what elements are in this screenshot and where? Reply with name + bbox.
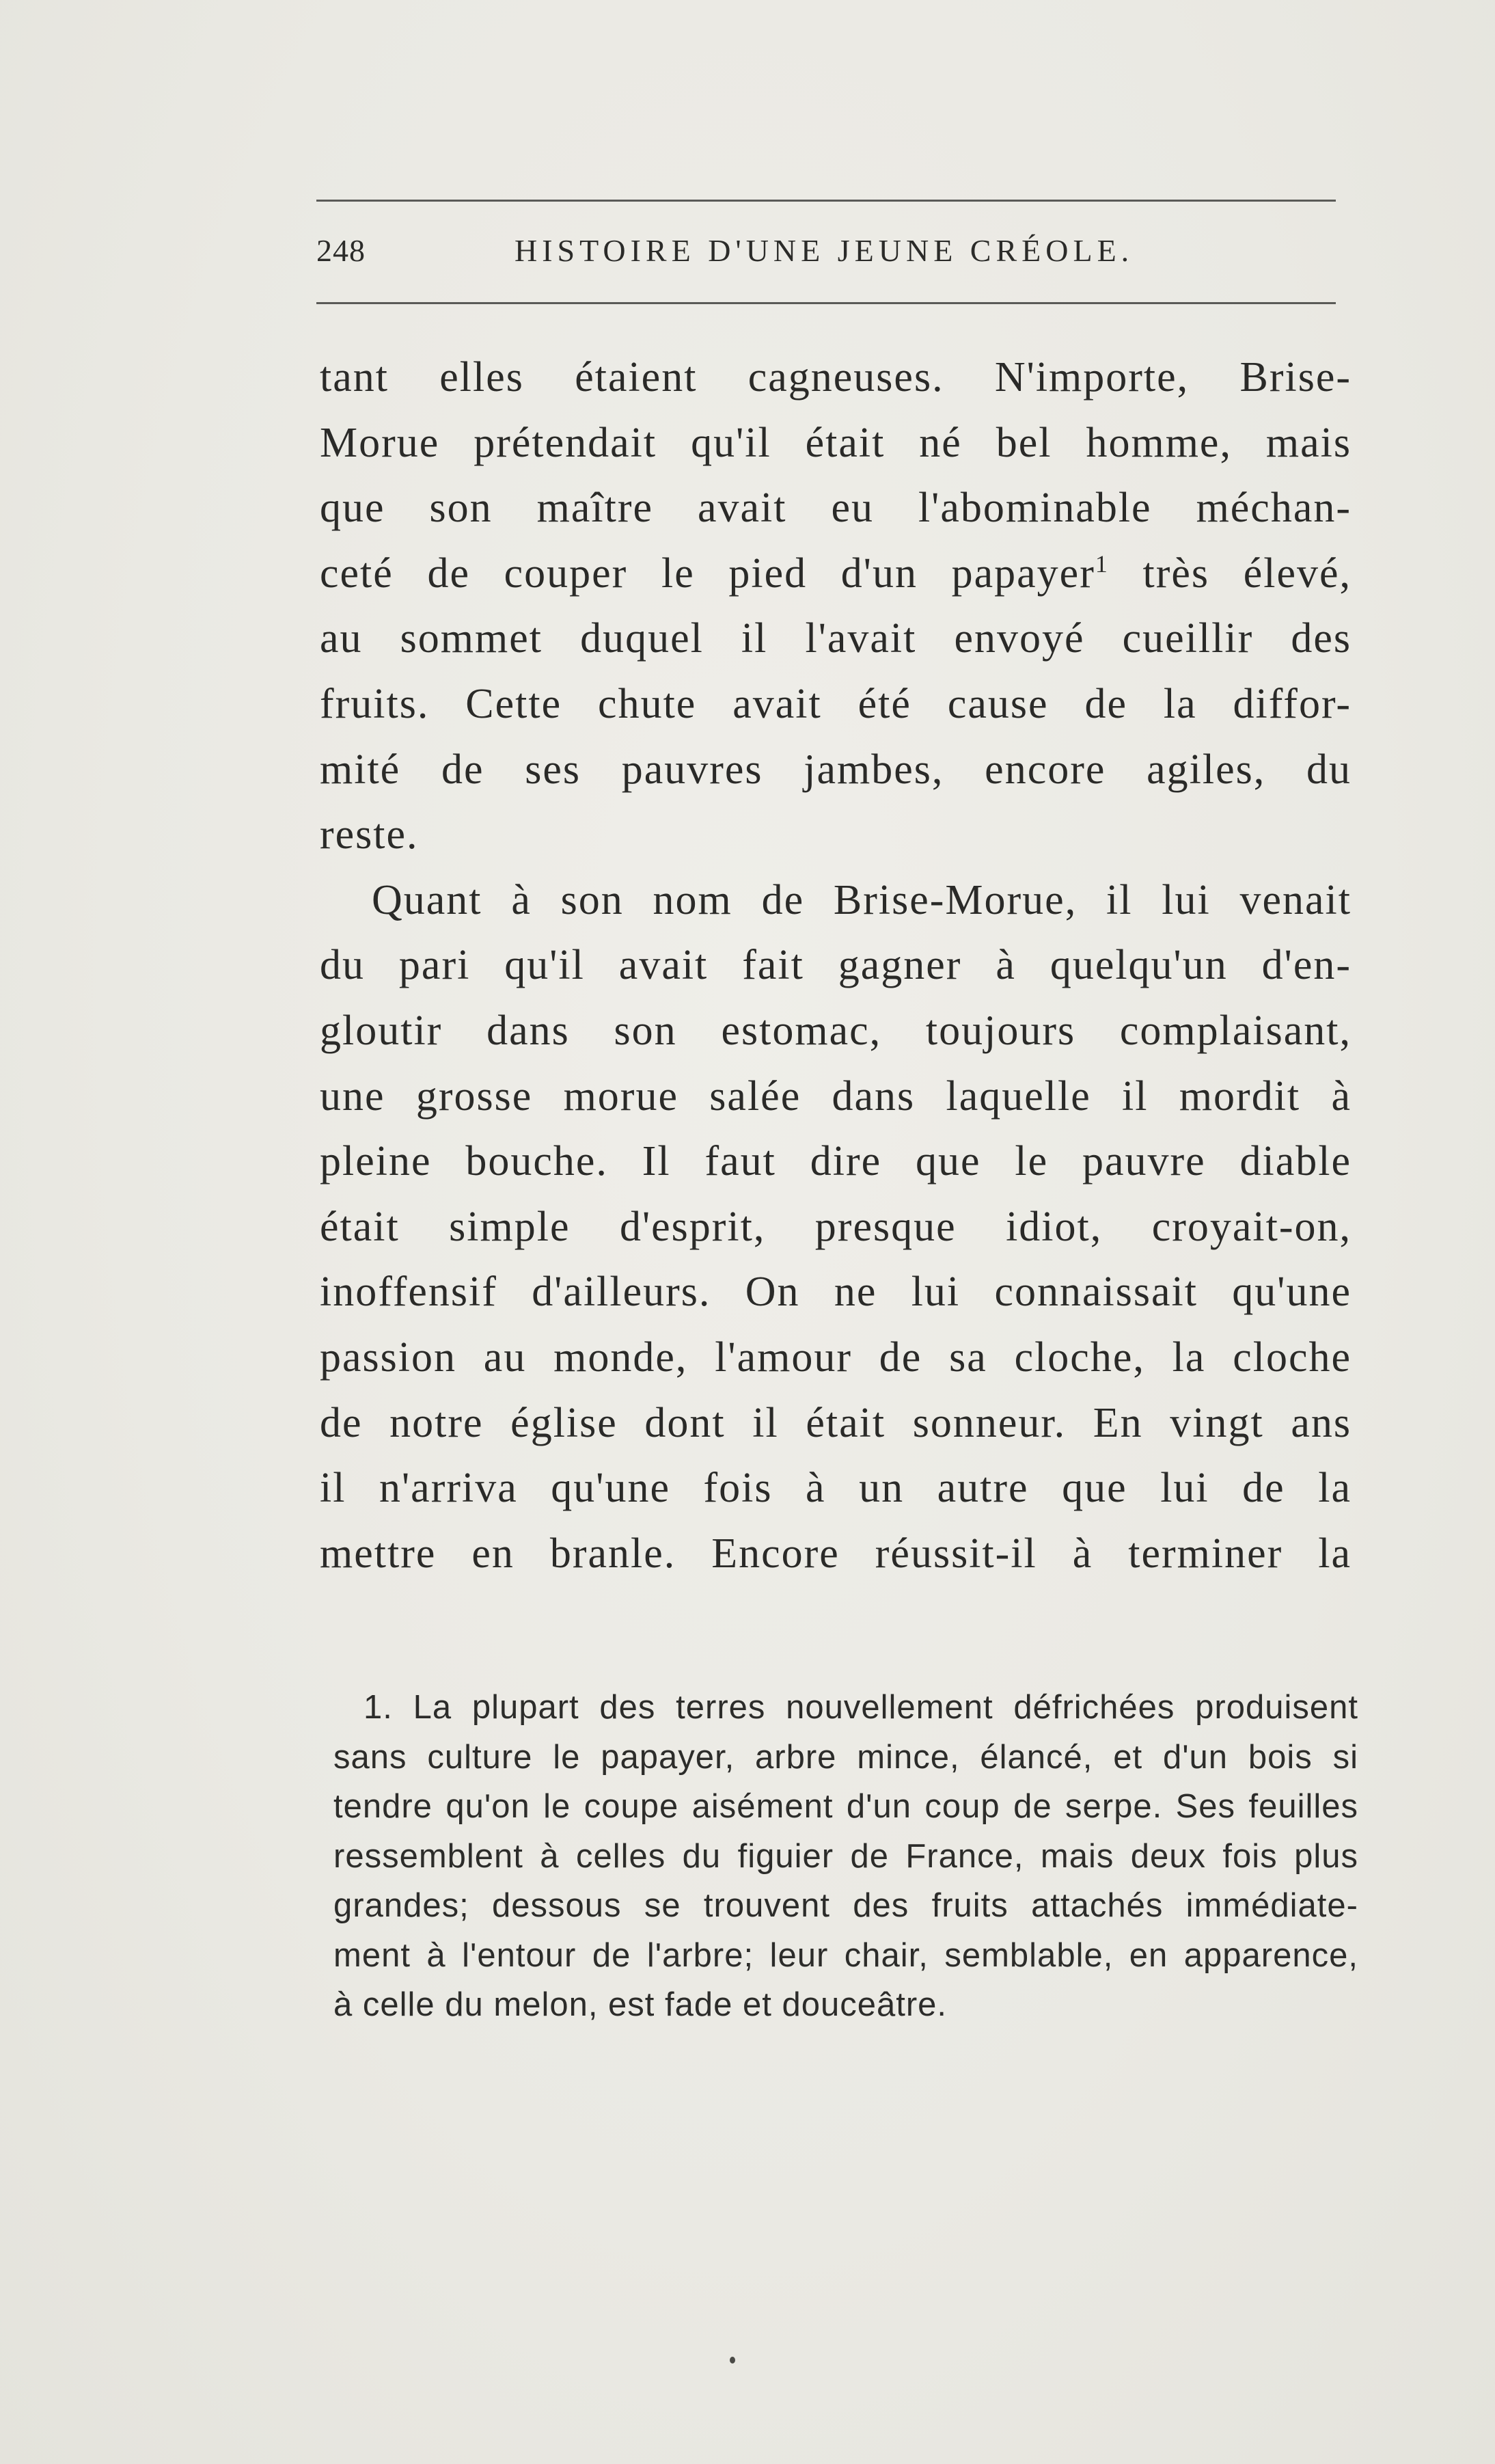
page-header [316,226,1336,280]
text-line: tant elles étaient cagneuses. N'importe, Brise- [320,354,1352,401]
footnote-line: 1. La plupart des terres nouvellement défrichées produisent [364,1689,1358,1726]
footnote-line: ressemblent à celles du figuier de France, mais deux fois plus [333,1837,1358,1875]
footnote-marker: 1 [1095,550,1109,578]
footnote-line: à celle du melon, est fade et douceâtre. [333,1986,948,2023]
text-line: que son maître avait eu l'abominable méchan- [320,485,1352,532]
header-bottom-rule [316,302,1336,304]
text-line: passion au monde, l'amour de sa cloche, la cloche [320,1333,1352,1381]
paper-speck [730,2357,735,2364]
text-line: Morue prétendait qu'il était né bel homme, mais [320,419,1352,466]
text-line: il n'arriva qu'une fois à un autre que lui de la [320,1465,1352,1512]
footnote-line: tendre qu'on le coupe aisément d'un coup de serpe. Ses feuilles [333,1788,1358,1825]
header-top-rule [316,200,1336,202]
text-line: pleine bouche. Il faut dire que le pauvre diable [320,1138,1352,1185]
page-number: 248 [316,233,366,268]
text-line: était simple d'esprit, presque idiot, croyait-on, [320,1203,1352,1250]
footnote-line: ment à l'entour de l'arbre; leur chair, semblable, en apparence, [333,1936,1358,1974]
text-line: au sommet duquel il l'avait envoyé cueillir des [320,615,1352,662]
running-head: HISTOIRE D'UNE JEUNE CRÉOLE. [515,233,1134,268]
text-line-head: ceté de couper le pied d'un papayer [320,550,1095,597]
text-line: mité de ses pauvres jambes, encore agiles, du [320,746,1352,793]
text-line: de notre église dont il était sonneur. En vingt ans [320,1399,1352,1446]
text-line: une grosse morue salée dans laquelle il mordit à [320,1072,1352,1120]
footnote-line: sans culture le papayer, arbre mince, élancé, et d'un bois si [333,1738,1358,1776]
text-line: mettre en branle. Encore réussit-il à terminer la [320,1530,1352,1577]
body-text [320,345,1352,1586]
text-line-with-note [320,541,1352,607]
text-line: fruits. Cette chute avait été cause de la diffor- [320,680,1352,727]
text-line: inoffensif d'ailleurs. On ne lui connaissait qu'une [320,1269,1352,1316]
text-line: gloutir dans son estomac, toujours complaisant, [320,1007,1352,1054]
text-line: du pari qu'il avait fait gagner à quelqu'un d'en- [320,942,1352,989]
text-line-tail: très élevé, [1108,550,1352,597]
footnote-line: grandes; dessous se trouvent des fruits attachés immédiate- [333,1887,1358,1924]
footnote [333,1683,1358,2030]
text-line: reste. [320,811,419,858]
paragraph-start-line: Quant à son nom de Brise-Morue, il lui venait [372,876,1352,923]
